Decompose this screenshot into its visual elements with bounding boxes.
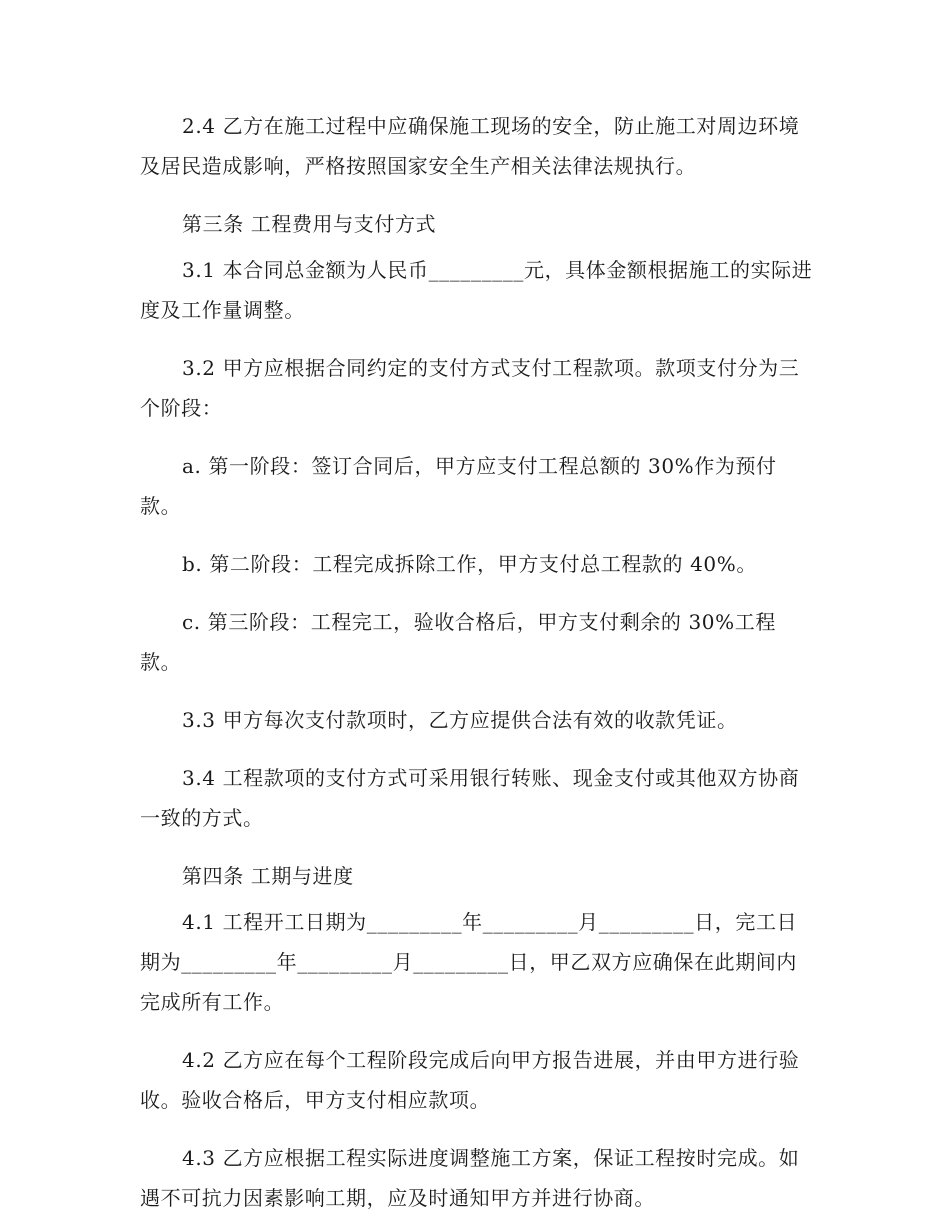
clause-2-4: 2.4 乙方在施工过程中应确保施工现场的安全，防止施工对周边环境及居民造成影响，严格按照国家安全生产相关法律法规执行。 (140, 114, 800, 178)
clause-3-2: 3.2 甲方应根据合同约定的支付方式支付工程款项。款项支付分为三个阶段： (140, 356, 800, 420)
clause-3-4: 3.4 工程款项的支付方式可采用银行转账、现金支付或其他双方协商一致的方式。 (140, 766, 800, 830)
clause-3-2-b: b. 第二阶段：工程完成拆除工作，甲方支付总工程款的 40%。 (182, 552, 757, 576)
clause-4-3: 4.3 乙方应根据工程实际进度调整施工方案，保证工程按时完成。如遇不可抗力因素影响工期，应及时通知甲方并进行协商。 (140, 1146, 800, 1210)
clause-3-3: 3.3 甲方每次支付款项时，乙方应提供合法有效的收款凭证。 (182, 708, 738, 732)
clause-3-2-c: c. 第三阶段：工程完工，验收合格后，甲方支付剩余的 30%工程款。 (140, 610, 776, 674)
clause-4-1: 4.1 工程开工日期为_________年_________月_________日，完工日期为_________年_________月_________日，甲乙双方应确保在此期间内完成所有工作。 (140, 910, 798, 1014)
article-4-heading: 第四条 工期与进度 (182, 864, 354, 888)
article-3-heading: 第三条 工程费用与支付方式 (182, 212, 437, 236)
clause-3-1: 3.1 本合同总金额为人民币_________元，具体金额根据施工的实际进度及工作量调整。 (140, 258, 813, 322)
clause-4-2: 4.2 乙方应在每个工程阶段完成后向甲方报告进展，并由甲方进行验收。验收合格后，甲方支付相应款项。 (140, 1048, 800, 1112)
clause-3-2-a: a. 第一阶段：签订合同后，甲方应支付工程总额的 30%作为预付款。 (140, 454, 777, 518)
